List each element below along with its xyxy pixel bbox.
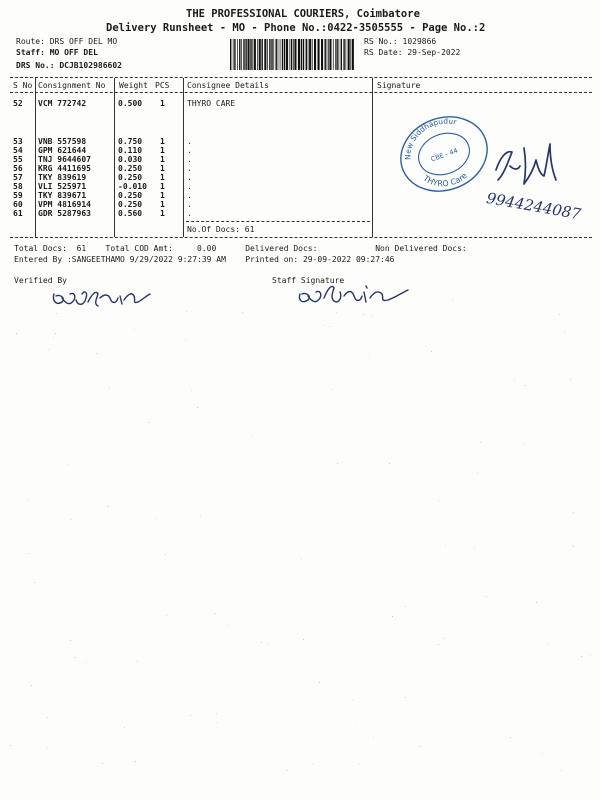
barcode-bar bbox=[237, 39, 238, 70]
barcode-bar bbox=[346, 39, 347, 70]
row-weight: 0.030 bbox=[118, 155, 143, 164]
row-pcs: 1 bbox=[160, 164, 165, 173]
barcode-bar bbox=[348, 39, 350, 70]
col-divider bbox=[372, 78, 373, 237]
row-weight: -0.010 bbox=[118, 182, 147, 191]
row-consignment: GPM 621644 bbox=[38, 146, 87, 155]
scan-speck bbox=[329, 326, 330, 327]
row-pcs: 1 bbox=[160, 99, 165, 108]
scan-speck bbox=[405, 606, 406, 607]
barcode-bar bbox=[234, 39, 235, 70]
scan-speck bbox=[547, 643, 548, 644]
col-header-signature: Signature bbox=[377, 81, 421, 90]
scan-speck bbox=[337, 463, 338, 464]
scan-speck bbox=[389, 463, 390, 464]
row-sno: 54 bbox=[13, 146, 23, 155]
barcode-bar bbox=[280, 39, 281, 70]
scan-speck bbox=[438, 644, 439, 645]
col-header-weight: Weight bbox=[119, 81, 148, 90]
row-consignee: . bbox=[187, 191, 192, 200]
row-consignment: GDR 5287963 bbox=[38, 209, 91, 218]
barcode-bar bbox=[230, 39, 231, 70]
stamp-center-text: CBE - 44 bbox=[429, 146, 459, 164]
rs-date: RS Date: 29-Sep-2022 bbox=[364, 48, 461, 57]
scan-speck bbox=[369, 354, 370, 355]
row-weight: 0.750 bbox=[118, 137, 143, 146]
scan-speck bbox=[514, 380, 515, 381]
row-consignment: VCM 772742 bbox=[38, 99, 87, 108]
scan-speck bbox=[573, 512, 574, 513]
scan-speck bbox=[392, 616, 393, 617]
row-weight: 0.250 bbox=[118, 191, 143, 200]
row-consignee: . bbox=[187, 209, 192, 218]
row-sno: 61 bbox=[13, 209, 23, 218]
scan-speck bbox=[55, 333, 56, 334]
col-divider bbox=[114, 78, 115, 237]
barcode bbox=[230, 39, 355, 70]
scan-speck bbox=[71, 519, 72, 520]
row-pcs: 1 bbox=[160, 137, 165, 146]
scan-speck bbox=[216, 713, 217, 714]
row-consignee: . bbox=[187, 146, 192, 155]
scan-speck bbox=[108, 506, 109, 507]
barcode-bar bbox=[248, 39, 250, 70]
scan-speck bbox=[301, 559, 302, 560]
row-consignment: VPM 4816914 bbox=[38, 200, 91, 209]
scan-speck bbox=[319, 682, 320, 683]
receiver-signature bbox=[490, 140, 570, 190]
row-weight: 0.560 bbox=[118, 209, 143, 218]
row-sno: 59 bbox=[13, 191, 23, 200]
row-sno: 52 bbox=[13, 99, 23, 108]
row-consignee: . bbox=[187, 164, 192, 173]
barcode-bar bbox=[314, 39, 316, 70]
scan-speck bbox=[331, 389, 332, 390]
scan-speck bbox=[242, 312, 243, 313]
scan-speck bbox=[70, 640, 71, 641]
stamp-bottom-text: THYRO Care bbox=[421, 170, 469, 189]
scan-speck bbox=[228, 625, 229, 626]
barcode-bar bbox=[245, 39, 246, 70]
scan-speck bbox=[31, 685, 32, 686]
barcode-bar bbox=[308, 39, 309, 70]
col-divider bbox=[183, 78, 184, 237]
row-weight: 0.110 bbox=[118, 146, 143, 155]
barcode-bar bbox=[333, 39, 334, 70]
barcode-bar bbox=[252, 39, 253, 70]
scan-speck bbox=[261, 642, 262, 643]
scan-speck bbox=[564, 331, 565, 332]
scan-speck bbox=[148, 422, 149, 423]
scan-speck bbox=[155, 519, 156, 520]
barcode-bar bbox=[301, 39, 302, 70]
barcode-bar bbox=[286, 39, 288, 70]
barcode-bar bbox=[254, 39, 256, 70]
scan-speck bbox=[10, 745, 11, 746]
verified-by-label: Verified By bbox=[14, 276, 67, 285]
barcode-bar bbox=[271, 39, 272, 70]
scan-speck bbox=[474, 548, 475, 549]
barcode-bar bbox=[306, 39, 307, 70]
row-consignment: TKY 839619 bbox=[38, 173, 87, 182]
barcode-bar bbox=[262, 39, 263, 70]
scan-speck bbox=[570, 379, 571, 380]
col-header-sno: S No bbox=[13, 81, 33, 90]
scan-speck bbox=[34, 582, 35, 583]
row-pcs: 1 bbox=[160, 173, 165, 182]
scan-speck bbox=[560, 770, 561, 771]
scan-speck bbox=[16, 333, 17, 334]
barcode-bar bbox=[239, 39, 240, 70]
barcode-bar bbox=[264, 39, 266, 70]
row-weight: 0.250 bbox=[118, 164, 143, 173]
barcode-bar bbox=[350, 39, 351, 70]
scan-speck bbox=[53, 336, 54, 337]
barcode-bar bbox=[243, 39, 244, 70]
row-consignment: KRG 4411695 bbox=[38, 164, 91, 173]
barcode-bar bbox=[267, 39, 268, 70]
thyrocare-stamp bbox=[396, 112, 492, 192]
scan-speck bbox=[48, 349, 49, 350]
row-weight: 0.250 bbox=[118, 173, 143, 182]
barcode-bar bbox=[328, 39, 329, 70]
row-weight: 0.500 bbox=[118, 99, 143, 108]
scan-speck bbox=[542, 753, 543, 754]
rs-number: RS No.: 1029866 bbox=[364, 37, 437, 46]
scan-speck bbox=[135, 761, 136, 762]
scan-speck bbox=[165, 554, 166, 555]
scan-speck bbox=[28, 499, 29, 500]
barcode-bar bbox=[291, 39, 292, 70]
barcode-bar bbox=[298, 39, 300, 70]
row-consignment: TKY 839671 bbox=[38, 191, 87, 200]
scan-speck bbox=[86, 662, 87, 663]
col-header-consignee: Consignee Details bbox=[187, 81, 269, 90]
barcode-bar bbox=[309, 39, 311, 70]
scan-speck bbox=[486, 596, 487, 597]
barcode-bar bbox=[290, 39, 291, 70]
scan-speck bbox=[190, 715, 191, 716]
barcode-bar bbox=[343, 39, 344, 70]
scan-speck bbox=[480, 442, 481, 443]
scan-speck bbox=[445, 544, 446, 545]
barcode-bar bbox=[327, 39, 328, 70]
scan-speck bbox=[166, 615, 167, 616]
scan-speck bbox=[431, 351, 432, 352]
scan-speck bbox=[559, 314, 560, 315]
scan-speck bbox=[124, 727, 125, 728]
row-sno: 60 bbox=[13, 200, 23, 209]
scan-speck bbox=[197, 407, 198, 408]
row-consignee: THYRO CARE bbox=[187, 99, 236, 108]
scan-speck bbox=[438, 500, 439, 501]
barcode-bar bbox=[233, 39, 234, 70]
barcode-bar bbox=[352, 39, 354, 70]
row-consignment: TNJ 9644607 bbox=[38, 155, 91, 164]
row-sno: 55 bbox=[13, 155, 23, 164]
scan-speck bbox=[525, 385, 526, 386]
scan-speck bbox=[216, 722, 217, 723]
scan-speck bbox=[372, 315, 373, 316]
svg-text:THYRO Care bbox=[419, 160, 470, 192]
scan-speck bbox=[47, 748, 48, 749]
scan-speck bbox=[590, 655, 591, 656]
row-sno: 57 bbox=[13, 173, 23, 182]
scan-speck bbox=[185, 340, 186, 341]
scan-speck bbox=[443, 638, 444, 639]
scan-speck bbox=[267, 644, 268, 645]
scan-speck bbox=[581, 656, 582, 657]
route-label: Route: DRS OFF DEL MO bbox=[16, 37, 118, 46]
company-title: THE PROFESSIONAL COURIERS, Coimbatore bbox=[186, 8, 420, 20]
scan-speck bbox=[356, 721, 357, 722]
scan-speck bbox=[96, 353, 97, 354]
row-consignment: VNB 557598 bbox=[38, 137, 87, 146]
col-divider bbox=[35, 78, 36, 237]
scan-speck bbox=[352, 699, 353, 700]
barcode-bar bbox=[335, 39, 336, 70]
row-pcs: 1 bbox=[160, 155, 165, 164]
col-header-pcs: PCS bbox=[155, 81, 170, 90]
barcode-bar bbox=[273, 39, 274, 70]
scan-speck bbox=[287, 770, 288, 771]
scan-speck bbox=[419, 746, 420, 747]
table-bottom-rule bbox=[10, 237, 592, 238]
barcode-bar bbox=[259, 39, 261, 70]
summary-totals: Total Docs: 61 Total COD Amt: 0.00 Delivered Docs: Non Delivered Docs: bbox=[14, 244, 467, 253]
staff-label: Staff: MO OFF DEL bbox=[16, 48, 98, 57]
barcode-bar bbox=[241, 39, 242, 70]
row-pcs: 1 bbox=[160, 146, 165, 155]
no-of-docs: No.Of Docs: 61 bbox=[187, 225, 255, 234]
staff-signature bbox=[296, 280, 412, 308]
barcode-bar bbox=[269, 39, 270, 70]
scan-speck bbox=[67, 464, 68, 465]
row-pcs: 1 bbox=[160, 182, 165, 191]
summary-entered-by: Entered By :SANGEETHAMO 9/29/2022 9:27:39 AM Printed on: 29-09-2022 09:27:46 bbox=[14, 255, 395, 264]
scan-speck bbox=[373, 736, 374, 737]
scan-speck bbox=[405, 697, 406, 698]
handwritten-phone: 9944244087 bbox=[485, 189, 583, 224]
row-sno: 53 bbox=[13, 137, 23, 146]
barcode-bar bbox=[250, 39, 251, 70]
barcode-bar bbox=[278, 39, 279, 70]
scan-speck bbox=[215, 613, 216, 614]
row-pcs: 1 bbox=[160, 200, 165, 209]
staff-signature-label: Staff Signature bbox=[272, 276, 345, 285]
row-pcs: 1 bbox=[160, 191, 165, 200]
scan-speck bbox=[251, 435, 252, 436]
barcode-bar bbox=[312, 39, 313, 70]
scan-speck bbox=[28, 553, 29, 554]
scan-speck bbox=[109, 387, 110, 388]
row-consignee: . bbox=[187, 173, 192, 182]
barcode-bar bbox=[321, 39, 323, 70]
barcode-bar bbox=[276, 39, 277, 70]
scan-speck bbox=[75, 657, 76, 658]
row-weight: 0.250 bbox=[118, 200, 143, 209]
scan-speck bbox=[363, 314, 364, 315]
row-consignee: . bbox=[187, 137, 192, 146]
runsheet-subtitle: Delivery Runsheet - MO - Phone No.:0422-3505555 - Page No.:2 bbox=[106, 22, 486, 34]
verified-by-signature bbox=[50, 284, 154, 310]
barcode-bar bbox=[293, 39, 294, 70]
scan-speck bbox=[336, 312, 337, 313]
barcode-bar bbox=[329, 39, 331, 70]
scan-speck bbox=[510, 737, 511, 738]
barcode-bar bbox=[284, 39, 285, 70]
row-sno: 56 bbox=[13, 164, 23, 173]
scan-speck bbox=[536, 602, 537, 603]
table-top-rule bbox=[10, 77, 592, 78]
scan-speck bbox=[134, 328, 135, 329]
row-consignment: VLI 525971 bbox=[38, 182, 87, 191]
scan-speck bbox=[477, 472, 478, 473]
barcode-bar bbox=[318, 39, 320, 70]
scan-speck bbox=[47, 717, 48, 718]
scan-speck bbox=[359, 763, 360, 764]
barcode-bar bbox=[282, 39, 283, 70]
barcode-bar bbox=[336, 39, 337, 70]
drs-number: DRS No.: DCJB102986602 bbox=[16, 61, 122, 70]
barcode-bar bbox=[303, 39, 304, 70]
barcode-bar bbox=[339, 39, 340, 70]
stamp-top-text: New Siddhapudur bbox=[403, 116, 458, 160]
scan-speck bbox=[573, 546, 574, 547]
scan-speck bbox=[200, 515, 201, 516]
scan-speck bbox=[452, 300, 453, 301]
row-sno: 58 bbox=[13, 182, 23, 191]
scan-speck bbox=[303, 639, 304, 640]
scan-speck bbox=[102, 763, 103, 764]
scan-speck bbox=[312, 763, 313, 764]
row-consignee: . bbox=[187, 182, 192, 191]
row-consignee: . bbox=[187, 200, 192, 209]
docs-rule bbox=[186, 221, 370, 222]
barcode-bar bbox=[257, 39, 258, 70]
row-consignee: . bbox=[187, 155, 192, 164]
scan-speck bbox=[56, 313, 57, 314]
table-header-rule bbox=[10, 92, 592, 93]
barcode-bar bbox=[325, 39, 326, 70]
scan-speck bbox=[523, 443, 524, 444]
scan-speck bbox=[186, 311, 187, 312]
row-pcs: 1 bbox=[160, 209, 165, 218]
col-header-consignment: Consignment No bbox=[38, 81, 106, 90]
scan-speck bbox=[191, 390, 192, 391]
scan-speck bbox=[324, 325, 325, 326]
barcode-bar bbox=[294, 39, 296, 70]
scan-speck bbox=[136, 661, 137, 662]
barcode-bar bbox=[341, 39, 342, 70]
